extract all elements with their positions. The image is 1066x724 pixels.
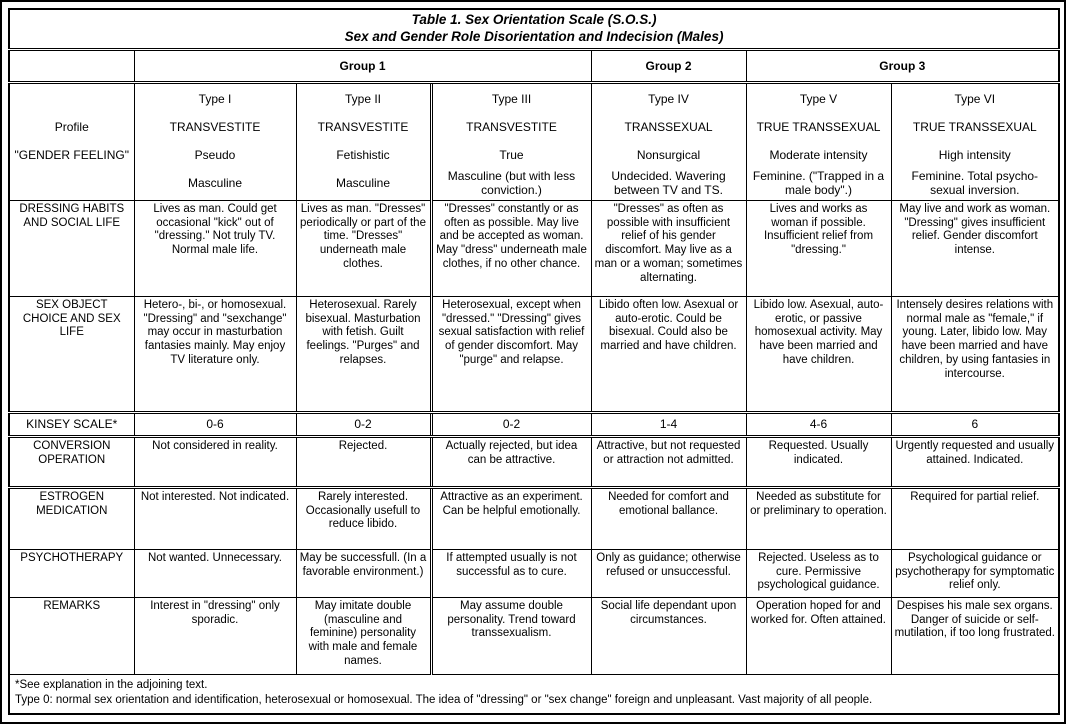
type-feeling: Masculine bbox=[187, 175, 243, 190]
row-label-conversion-operation: CONVERSION OPERATION bbox=[9, 436, 134, 487]
type-name: TRANSSEXUAL bbox=[624, 119, 713, 134]
table-title-line2: Sex and Gender Role Disorientation and Indecision (Males) bbox=[344, 28, 724, 44]
row-kinsey-scale bbox=[9, 412, 1059, 436]
type-subtype: True bbox=[499, 147, 524, 162]
cell-sexobject-type1: Hetero-, bi-, or homosexual. "Dressing" and "sexchange" may occur in masturbation fantasies mainly. May enjoy TV literature only. bbox=[134, 296, 296, 412]
cell-sexobject-type5: Libido low. Asexual, auto-erotic, or passive homosexual activity. May have been married and have children. bbox=[746, 296, 891, 412]
row-psychotherapy bbox=[9, 549, 1059, 597]
cell-sexobject-type3: Heterosexual, except when "dressed." "Dressing" gives sexual satisfaction with relief of gender discomfort. May "purge" and relapse. bbox=[431, 296, 591, 412]
cell-dressing-type4: "Dresses" as often as possible with insufficient relief of his gender discomfort. May live as a man or a woman; sometimes alternating. bbox=[591, 200, 746, 296]
type-name: TRUE TRANSSEXUAL bbox=[912, 119, 1037, 134]
row-label-kinsey-scale: KINSEY SCALE* bbox=[9, 412, 134, 436]
type-subtype: Nonsurgical bbox=[636, 147, 701, 162]
type-feeling: Undecided. Wavering between TV and TS. bbox=[611, 168, 726, 197]
profile-cell-type5 bbox=[746, 82, 891, 200]
cell-sexobject-type4: Libido often low. Asexual or auto-erotic. Could be bisexual. Could also be married and have children. bbox=[591, 296, 746, 412]
cell-conversion-type5: Requested. Usually indicated. bbox=[746, 436, 891, 487]
cell-psychotherapy-type4: Only as guidance; otherwise refused or unsuccessful. bbox=[591, 549, 746, 597]
row-remarks bbox=[9, 597, 1059, 674]
row-label-estrogen-medication: ESTROGEN MEDICATION bbox=[9, 487, 134, 549]
cell-remarks-type3: May assume double personality. Trend toward transsexualism. bbox=[431, 597, 591, 674]
type-feeling: Feminine. ("Trapped in a male body".) bbox=[752, 168, 885, 197]
group-header-row bbox=[9, 49, 1059, 82]
cell-sexobject-type6: Intensely desires relations with normal male as "female," if young. Later, libido low. May have been married and have children, by using fantasies in intercourse. bbox=[891, 296, 1059, 412]
profile-cell-type4 bbox=[591, 82, 746, 200]
profile-cell-type3 bbox=[431, 82, 591, 200]
cell-conversion-type3: Actually rejected, but idea can be attractive. bbox=[431, 436, 591, 487]
table-title-line1: Table 1. Sex Orientation Scale (S.O.S.) bbox=[411, 12, 657, 27]
group-1-header: Group 1 bbox=[134, 49, 591, 82]
profile-row bbox=[9, 82, 1059, 200]
profile-cell-type1 bbox=[134, 82, 296, 200]
type-heading: Type VI bbox=[954, 91, 996, 106]
spacer bbox=[13, 170, 131, 198]
cell-kinsey-type4: 1-4 bbox=[591, 412, 746, 436]
type-subtype: Pseudo bbox=[194, 147, 236, 162]
cell-psychotherapy-type6: Psychological guidance or psychotherapy for symptomatic relief only. bbox=[891, 549, 1059, 597]
group-2-header: Group 2 bbox=[591, 49, 746, 82]
spacer bbox=[13, 86, 131, 114]
cell-estrogen-type1: Not interested. Not indicated. bbox=[134, 487, 296, 549]
cell-dressing-type5: Lives and works as woman if possible. Insufficient relief from "dressing." bbox=[746, 200, 891, 296]
group-header-empty-cell bbox=[9, 49, 134, 82]
cell-remarks-type6: Despises his male sex organs. Danger of suicide or self-mutilation, if too long frustrated. bbox=[891, 597, 1059, 674]
row-label-profile: Profile bbox=[54, 119, 89, 134]
type-heading: Type III bbox=[491, 91, 532, 106]
footnote-row bbox=[9, 674, 1059, 714]
type-feeling: Masculine (but with less conviction.) bbox=[447, 168, 576, 197]
type-name: TRANSVESTITE bbox=[317, 119, 409, 134]
cell-remarks-type4: Social life dependant upon circumstances. bbox=[591, 597, 746, 674]
table-container bbox=[8, 8, 1060, 715]
row-label-dressing-habits: DRESSING HABITS AND SOCIAL LIFE bbox=[9, 200, 134, 296]
table-title-cell bbox=[9, 9, 1059, 49]
footnote-line2: Type 0: normal sex orientation and identification, heterosexual or homosexual. The idea of "dressing" or "sex change" foreign and unpleasant. Vast majority of all people. bbox=[15, 693, 873, 706]
cell-remarks-type2: May imitate double (masculine and feminine) personality with male and female names. bbox=[296, 597, 431, 674]
type-subtype: High intensity bbox=[938, 147, 1011, 162]
cell-conversion-type2: Rejected. bbox=[296, 436, 431, 487]
row-estrogen-medication bbox=[9, 487, 1059, 549]
cell-kinsey-type3: 0-2 bbox=[431, 412, 591, 436]
group-3-header: Group 3 bbox=[746, 49, 1059, 82]
cell-sexobject-type2: Heterosexual. Rarely bisexual. Masturbation with fetish. Guilt feelings. "Purges" and relapses. bbox=[296, 296, 431, 412]
cell-psychotherapy-type1: Not wanted. Unnecessary. bbox=[134, 549, 296, 597]
cell-psychotherapy-type3: If attempted usually is not successful as to cure. bbox=[431, 549, 591, 597]
type-heading: Type I bbox=[198, 91, 232, 106]
cell-kinsey-type1: 0-6 bbox=[134, 412, 296, 436]
cell-kinsey-type5: 4-6 bbox=[746, 412, 891, 436]
profile-cell-type2 bbox=[296, 82, 431, 200]
row-conversion-operation bbox=[9, 436, 1059, 487]
row-label-sex-object-choice: SEX OBJECT CHOICE AND SEX LIFE bbox=[9, 296, 134, 412]
cell-conversion-type6: Urgently requested and usually attained. Indicated. bbox=[891, 436, 1059, 487]
cell-psychotherapy-type5: Rejected. Useless as to cure. Permissive psychological guidance. bbox=[746, 549, 891, 597]
type-heading: Type IV bbox=[648, 91, 689, 106]
cell-remarks-type1: Interest in "dressing" only sporadic. bbox=[134, 597, 296, 674]
cell-dressing-type6: May live and work as woman. "Dressing" gives insufficient relief. Gender discomfort intense. bbox=[891, 200, 1059, 296]
type-feeling: Feminine. Total psycho-sexual inversion. bbox=[911, 168, 1039, 197]
type-name: TRANSVESTITE bbox=[169, 119, 261, 134]
type-subtype: Fetishistic bbox=[336, 147, 390, 162]
type-heading: Type V bbox=[799, 91, 838, 106]
row-label-gender-feeling: "GENDER FEELING" bbox=[14, 147, 130, 162]
cell-estrogen-type6: Required for partial relief. bbox=[891, 487, 1059, 549]
cell-conversion-type1: Not considered in reality. bbox=[134, 436, 296, 487]
cell-dressing-type3: "Dresses" constantly or as often as possible. May live and be accepted as woman. May "dress" underneath male clothes, if no other chance. bbox=[431, 200, 591, 296]
row-label-psychotherapy: PSYCHOTHERAPY bbox=[9, 549, 134, 597]
cell-estrogen-type5: Needed as substitute for or preliminary to operation. bbox=[746, 487, 891, 549]
cell-psychotherapy-type2: May be successfull. (In a favorable environment.) bbox=[296, 549, 431, 597]
sos-table bbox=[8, 8, 1060, 715]
type-feeling: Masculine bbox=[335, 175, 391, 190]
row-dressing-habits bbox=[9, 200, 1059, 296]
footnote-line1: *See explanation in the adjoining text. bbox=[15, 678, 208, 691]
cell-estrogen-type2: Rarely interested. Occasionally usefull to reduce libido. bbox=[296, 487, 431, 549]
cell-dressing-type1: Lives as man. Could get occasional "kick" out of "dressing." Not truly TV. Normal male life. bbox=[134, 200, 296, 296]
cell-conversion-type4: Attractive, but not requested or attraction not admitted. bbox=[591, 436, 746, 487]
cell-estrogen-type3: Attractive as an experiment. Can be helpful emotionally. bbox=[431, 487, 591, 549]
type-subtype: Moderate intensity bbox=[769, 147, 868, 162]
type-name: TRUE TRANSSEXUAL bbox=[756, 119, 881, 134]
cell-estrogen-type4: Needed for comfort and emotional ballance. bbox=[591, 487, 746, 549]
row-sex-object-choice bbox=[9, 296, 1059, 412]
type-heading: Type II bbox=[344, 91, 382, 106]
type-name: TRANSVESTITE bbox=[466, 119, 557, 134]
row-label-remarks: REMARKS bbox=[9, 597, 134, 674]
cell-remarks-type5: Operation hoped for and worked for. Often attained. bbox=[746, 597, 891, 674]
table-title-row bbox=[9, 9, 1059, 49]
footnote-cell bbox=[9, 674, 1059, 714]
cell-dressing-type2: Lives as man. "Dresses" periodically or part of the time. "Dresses" underneath male clothes. bbox=[296, 200, 431, 296]
profile-cell-type6 bbox=[891, 82, 1059, 200]
profile-row-label-cell bbox=[9, 82, 134, 200]
cell-kinsey-type6: 6 bbox=[891, 412, 1059, 436]
cell-kinsey-type2: 0-2 bbox=[296, 412, 431, 436]
